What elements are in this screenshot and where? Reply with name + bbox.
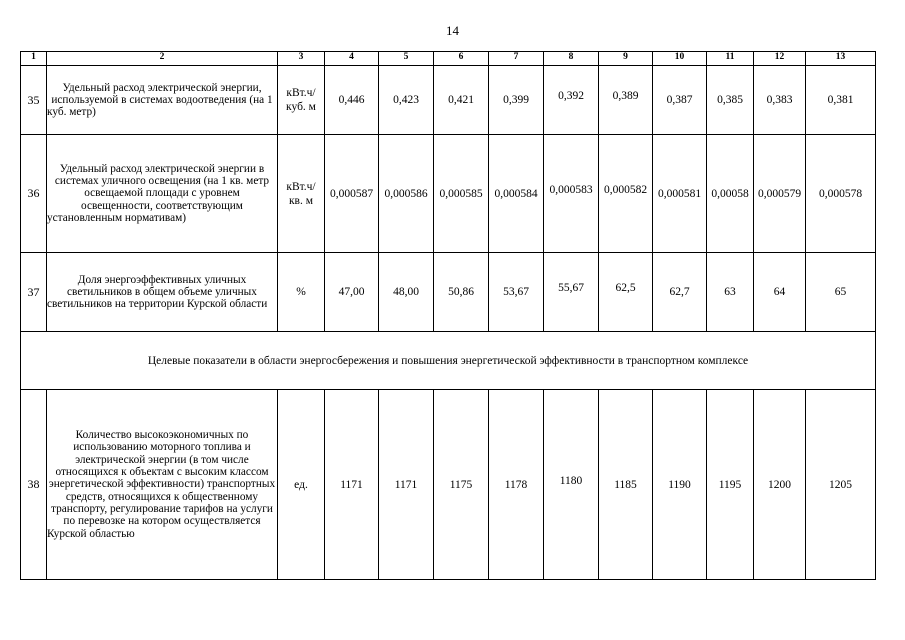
row-number: 38 [21, 390, 47, 580]
row-number: 36 [21, 135, 47, 253]
indicators-table [20, 51, 876, 580]
column-number: 1 [21, 52, 47, 66]
section-title: Целевые показатели в области энергосбережения и повышения энергетической эффективности в транспортном комплексе [21, 332, 876, 390]
value-cell [754, 135, 806, 253]
value: 47,00 [338, 286, 365, 298]
value: 62,5 [615, 282, 636, 294]
value-cell [754, 66, 806, 135]
indicator-name: Количество высокоэкономичных по использованию моторного топлива и электрической энергии (в том числе относящихся к объектам с высоким классом энергетической эффективности) транспортных средств, относящихся к общественному транспорту, регулирование тарифов на услуги по перевозке на котором осуществляется Курской областью [47, 390, 278, 580]
column-number: 6 [434, 52, 489, 66]
value: 0,423 [393, 94, 419, 106]
value: 63 [724, 286, 736, 298]
value-cell [754, 390, 806, 580]
value-cell [653, 135, 707, 253]
column-number: 12 [754, 52, 806, 66]
table-row [21, 66, 876, 135]
value-cell [599, 66, 653, 135]
table-row [21, 390, 876, 580]
value: 1185 [614, 478, 637, 491]
value-cell [599, 135, 653, 253]
value: 53,67 [503, 286, 529, 298]
value-cell [434, 66, 489, 135]
section-row [21, 332, 876, 390]
value: 1205 [829, 478, 852, 491]
column-number: 4 [325, 52, 379, 66]
unit: кВт.ч/ куб. м [278, 66, 325, 135]
value-cell [379, 135, 434, 253]
value-cell [806, 390, 876, 580]
value-cell [325, 66, 379, 135]
value-cell [434, 253, 489, 332]
value-cell [379, 390, 434, 580]
column-number: 2 [47, 52, 278, 66]
indicator-name: Удельный расход электрической энергии, используемой в системах водоотведения (на 1 куб. метр) [47, 66, 278, 135]
value: 0,385 [717, 94, 743, 106]
value-cell [707, 66, 754, 135]
table-row [21, 135, 876, 253]
column-number-row [21, 52, 876, 66]
value-cell [434, 390, 489, 580]
value-cell [806, 135, 876, 253]
value: 0,000578 [818, 187, 863, 200]
value-cell [325, 253, 379, 332]
value-cell [379, 66, 434, 135]
value: 0,000582 [603, 183, 648, 196]
column-number: 11 [707, 52, 754, 66]
value: 0,446 [338, 94, 365, 106]
row-number: 35 [21, 66, 47, 135]
value: 0,387 [666, 94, 693, 106]
column-number: 5 [379, 52, 434, 66]
value: 1200 [768, 478, 791, 491]
value: 0,000579 [757, 187, 802, 200]
page-number: 14 [446, 23, 459, 38]
unit: кВт.ч/ кв. м [278, 135, 325, 253]
value-cell [489, 135, 544, 253]
indicator-name: Удельный расход электрической энергии в системах уличного освещения (на 1 кв. метр освещаемой площади с уровнем освещенности, соответствующим установленным нормативам) [47, 135, 278, 253]
value: 1171 [340, 478, 363, 491]
value-cell [653, 390, 707, 580]
value: 0,000581 [657, 187, 702, 200]
column-number: 9 [599, 52, 653, 66]
value: 0,421 [448, 94, 474, 106]
value: 1175 [449, 478, 473, 491]
value-cell [707, 135, 754, 253]
value-cell [544, 390, 599, 580]
value-cell [325, 135, 379, 253]
value: 50,86 [448, 286, 474, 298]
value-cell [754, 253, 806, 332]
value: 0,00058 [711, 187, 749, 200]
value-cell [544, 135, 599, 253]
value: 64 [773, 286, 786, 298]
value-cell [489, 390, 544, 580]
value-cell [599, 390, 653, 580]
column-number: 13 [806, 52, 876, 66]
value: 1180 [559, 474, 583, 487]
value-cell [599, 253, 653, 332]
value: 1190 [668, 478, 691, 491]
value: 0,381 [827, 94, 854, 106]
value-cell [379, 253, 434, 332]
value: 0,000586 [384, 187, 428, 200]
row-number: 37 [21, 253, 47, 332]
value-cell [806, 66, 876, 135]
column-number: 8 [544, 52, 599, 66]
value-cell [325, 390, 379, 580]
value-cell [544, 66, 599, 135]
value-cell [653, 253, 707, 332]
column-number: 10 [653, 52, 707, 66]
value: 62,7 [669, 286, 690, 298]
value: 0,000585 [439, 187, 483, 200]
indicator-name: Доля энергоэффективных уличных светильников в общем объеме уличных светильников на территории Курской области [47, 253, 278, 332]
value-cell [707, 390, 754, 580]
table-row [21, 253, 876, 332]
unit: ед. [278, 390, 325, 580]
value: 0,000587 [329, 187, 374, 200]
value: 0,000583 [549, 183, 593, 196]
value: 0,383 [766, 94, 793, 106]
column-number: 3 [278, 52, 325, 66]
column-number: 7 [489, 52, 544, 66]
unit: % [278, 253, 325, 332]
value-cell [707, 253, 754, 332]
value: 48,00 [393, 286, 419, 298]
value-cell [489, 66, 544, 135]
value: 0,399 [503, 94, 529, 106]
value: 1178 [504, 478, 528, 491]
value-cell [544, 253, 599, 332]
value-cell [489, 253, 544, 332]
value: 55,67 [558, 282, 584, 294]
value: 0,389 [612, 90, 639, 102]
value: 1171 [394, 478, 418, 491]
value-cell [653, 66, 707, 135]
value: 65 [834, 286, 847, 298]
value: 1195 [718, 478, 742, 491]
value-cell [434, 135, 489, 253]
value: 0,392 [558, 90, 584, 102]
value-cell [806, 253, 876, 332]
value: 0,000584 [494, 187, 538, 200]
